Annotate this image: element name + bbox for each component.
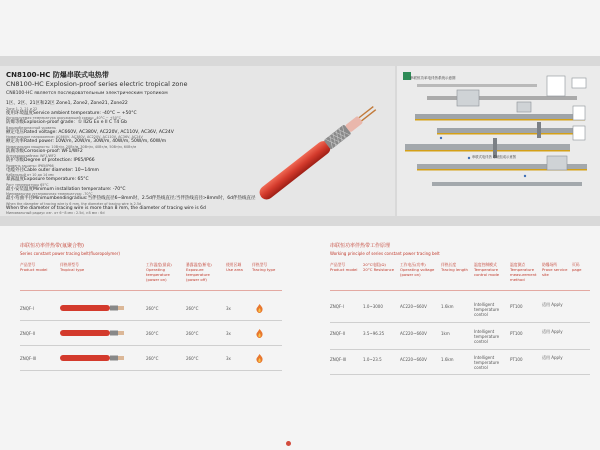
spec-item: 暴露温度Exposure temperature: 65°C Рост температуры 65°C — [6, 177, 89, 187]
diagram-caption: 串联式电伴热 系统组成示意图 — [472, 155, 516, 159]
right-row-3-resistance: 1.0~23.5 — [363, 357, 382, 362]
right-header-length: 伴热长度 Tracing length — [441, 262, 468, 272]
left-row-2-model: ZNQF-II — [20, 331, 35, 336]
page-indicator-dot — [286, 441, 291, 446]
left-row-2-exposure: 260°C — [186, 331, 199, 336]
product-title-ru: CN8100-HC является последовательным электрическим тропиком — [6, 91, 168, 96]
right-row-1-control: Intelligent temperature control — [474, 302, 500, 317]
spec-item: When the diameter of tracing wire is more than 8 mm, the diameter of tracing wire is 6d Минимальный радиус изг. от 6~8 мм : 2.5d, >8 мм : 6d — [6, 205, 206, 215]
right-row-3-measurement: PT100 — [510, 357, 523, 362]
spec-item: 最小安装温度Minimum installation temperature: -70°C Минимальная установочная температура: -70°C — [6, 186, 126, 196]
left-header-model: 产品型号 Product model — [20, 262, 48, 272]
right-row-1-voltage: AC220~660V — [400, 304, 427, 309]
spec-item: 使用环境温度Service ambient temperature: -40°C ~ +50°C Используемая температура окружающей среды: -40°C ~ +50°C — [6, 110, 137, 120]
right-row-divider — [330, 374, 590, 375]
left-row-1-cable-image — [60, 303, 124, 313]
left-header-operating: 工作温度(最高) Operating temperature (power on) — [146, 262, 172, 282]
right-row-divider — [330, 349, 590, 350]
right-table-subtitle: Working principle of series constant power tracing belt — [330, 251, 440, 256]
spec-item: 1区、2区、21区和22区 Zone1, Zone2, Zone21, Zone22 Zone 1, 2, 21 и 22 — [6, 101, 128, 111]
spec-item: 最小弯曲半径Minimumbendingradius:当伴热线直径6~8mm时，2.5d伴热线直径;当伴热线直径>8mm时，6d伴热线直径 When the diameter of tracing wire is 6 mm, the diameter of tracing wire is 2.5d — [6, 196, 256, 206]
spec-item: 电缆外径Cable outer diameter: 10~14mm Кабельный от 10 до 14 мм — [6, 167, 99, 177]
right-row-2-control: Intelligent temperature control — [474, 329, 500, 344]
left-header-divider — [20, 290, 282, 291]
heating-cable-illustration — [250, 104, 390, 200]
left-header-tracing: 伴热型号 Tracing type — [252, 262, 276, 272]
left-row-2-operating: 260°C — [146, 331, 159, 336]
left-row-1-model: ZNQF-I — [20, 306, 34, 311]
left-row-1-exposure: 260°C — [186, 306, 199, 311]
right-row-3-control: Intelligent temperature control — [474, 355, 500, 370]
left-row-3-area: 3x — [226, 356, 231, 361]
right-row-1-resistance: 1.0~3000 — [363, 304, 383, 309]
right-row-1-site: 适用 Apply — [542, 302, 563, 307]
spec-item: 防爆等级Explosion-proof grade：① II2G Ex e II C T4 Gb Взрывобезопасный уровень — [6, 120, 127, 130]
product-title-en: CN8100-HC Explosion-proof series electric tropical zone — [6, 80, 188, 88]
right-table-title: 串联恒功率伴热带工作原理 — [330, 243, 391, 249]
diagram-title: 串联恒功率电伴热系统示意图 — [410, 76, 456, 80]
right-row-2-model: ZNQF-II — [330, 331, 345, 336]
left-row-2-cable-image — [60, 328, 124, 338]
right-header-resistance: 20°C电阻(Ω) 20°C Resistance — [363, 262, 395, 272]
left-row-3-model: ZNQF-III — [20, 356, 37, 361]
right-row-2-site: 适用 Apply — [542, 329, 563, 334]
left-table-title: 串联恒功率伴热带(氟聚合物) — [20, 243, 84, 249]
right-header-voltage: 工作电压(功率) Operating voltage (power on) — [400, 262, 435, 277]
left-row-3-exposure: 260°C — [186, 356, 199, 361]
left-header-area: 使用区域 Use area — [226, 262, 243, 272]
right-header-model: 产品型号 Product model — [330, 262, 358, 272]
left-row-1-flame-icon — [256, 304, 263, 313]
right-header-control: 温度控制模式 Temperature control mode — [474, 262, 500, 277]
right-header-measurement: 温度测点 Temperature measurement method — [510, 262, 537, 282]
right-row-3-site: 适用 Apply — [542, 355, 563, 360]
product-title: CN8100-HC 防爆串联式电热带 — [6, 71, 109, 79]
right-row-1-measurement: PT100 — [510, 304, 523, 309]
left-table-subtitle: Series constant power tracing belt(fluoropolymer) — [20, 251, 120, 256]
right-row-1-model: ZNQF-I — [330, 304, 344, 309]
left-row-1-area: 3x — [226, 306, 231, 311]
left-row-divider — [20, 320, 282, 321]
left-row-2-area: 3x — [226, 331, 231, 336]
right-row-3-length: 1.6km — [441, 357, 454, 362]
spec-item: 额定电压Rated voltage: AC660V, AC380V, AC220V, AC110V, AC36V, AC24V Номинальное напряжение: AC660V, AC380V, AC220V, AC110V, AC36V, AC24V — [6, 129, 174, 139]
left-row-divider — [20, 345, 282, 346]
right-row-1-length: 1.6km — [441, 304, 454, 309]
right-row-2-voltage: AC220~660V — [400, 331, 427, 336]
left-row-divider — [20, 370, 282, 371]
spec-item: 额定功率Rated power: 10W/m, 20W/m, 30W/m, 40W/m, 50W/m, 60W/m Номинальная мощность: 10Вт/м, 20Вт/м, 30Вт/м, 40Вт/м, 50Вт/м, 60Вт/м — [6, 139, 167, 149]
spec-item: 防腐等级Corrosion-proof: WF1/WF2 Антикоррозийная: WF1/WF2 — [6, 148, 83, 158]
right-row-2-resistance: 3.5~96.25 — [363, 331, 385, 336]
left-row-3-cable-image — [60, 353, 124, 363]
right-row-2-length: 1km — [441, 331, 450, 336]
left-header-exposure: 暴露温度(断电) Exposure temperature (power off) — [186, 262, 212, 282]
left-row-1-operating: 260°C — [146, 306, 159, 311]
left-row-2-flame-icon — [256, 329, 263, 338]
left-row-3-flame-icon — [256, 354, 263, 363]
right-row-divider — [330, 322, 590, 323]
right-row-3-model: ZNQF-III — [330, 357, 347, 362]
right-header-site: 防爆场所 Prove service site — [542, 262, 568, 277]
right-header-page: 页码 page — [572, 262, 582, 272]
right-header-divider — [330, 290, 590, 291]
right-row-2-measurement: PT100 — [510, 331, 523, 336]
left-row-3-operating: 260°C — [146, 356, 159, 361]
system-diagram-drawing — [397, 66, 600, 216]
right-row-3-voltage: AC220~660V — [400, 357, 427, 362]
left-header-type: 伴热带型号 Tropical type — [60, 262, 85, 272]
spec-item: 防护等级Degree of protection: IP65/IP66 Уровень защиты: IP65/IP66 — [6, 158, 95, 168]
